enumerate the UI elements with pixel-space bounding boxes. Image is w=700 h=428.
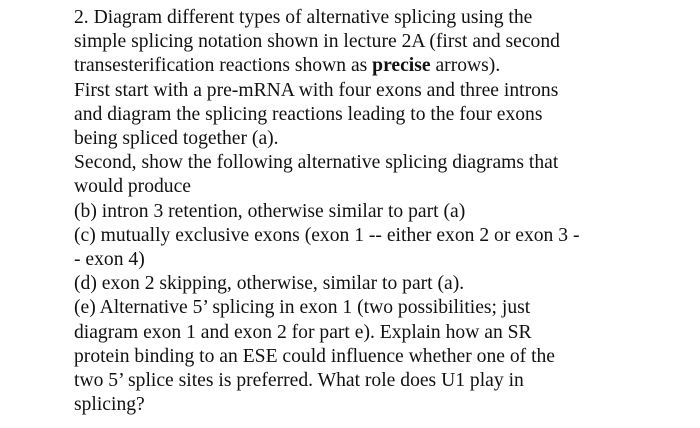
- emphasis-precise: precise: [372, 55, 431, 77]
- question-line-3: [74, 54, 692, 78]
- question-line-1: 2. Diagram different types of alternative splicing using the: [74, 7, 533, 28]
- question-line-16: two 5’ splice sites is preferred. What role does U1 play in: [74, 370, 524, 392]
- question-line-9: (b) intron 3 retention, otherwise similar to part (a): [74, 200, 466, 222]
- question-line-13: (e) Alternative 5’ splicing in exon 1 (two possibilities; just: [74, 297, 531, 319]
- question-line-5: and diagram the splicing reactions leading to the four exons: [74, 103, 543, 125]
- question-line-3-end: arrows).: [430, 55, 501, 77]
- question-line-8: would produce: [74, 176, 191, 198]
- question-line-2: simple splicing notation shown in lecture 2A (first and second: [74, 31, 560, 53]
- question-text: [74, 6, 692, 417]
- question-line-15: protein binding to an ESE could influence whether one of the: [74, 345, 556, 367]
- question-line-17: splicing?: [74, 394, 145, 416]
- question-line-7: Second, show the following alternative splicing diagrams that: [74, 152, 559, 174]
- question-line-4: First start with a pre-mRNA with four exons and three introns: [74, 79, 559, 101]
- question-line-6: being spliced together (a).: [74, 128, 279, 150]
- question-line-11: - exon 4): [74, 249, 145, 271]
- question-line-12: (d) exon 2 skipping, otherwise, similar to part (a).: [74, 273, 465, 295]
- question-line-14: diagram exon 1 and exon 2 for part e). Explain how an SR: [74, 321, 532, 343]
- question-line-10: (c) mutually exclusive exons (exon 1 -- either exon 2 or exon 3 -: [74, 224, 580, 246]
- question-line-3-start: transesterification reactions shown as: [74, 55, 373, 77]
